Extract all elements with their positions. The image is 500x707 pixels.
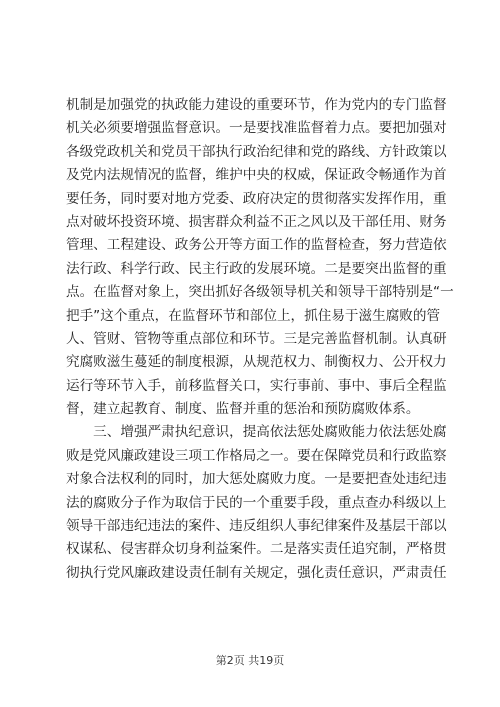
page-number-footer: 第2页 共19页 [215, 654, 285, 667]
text-line: 点对破坏投资环境、损害群众利益不正之风以及干部任用、财务 [66, 213, 447, 230]
text-line: 人、管财、管物等重点部位和环节。三是完善监督机制。认真研 [66, 330, 447, 347]
text-line: 机关必须要增强监督意识。一是要找准监督着力点。要把加强对 [66, 120, 447, 137]
text-line: 各级党政机关和党员干部执行政治纪律和党的路线、方针政策以 [66, 143, 447, 160]
text-line: 权谋私、侵害群众切身利益案件。二是落实责任追究制，严格贯 [66, 541, 447, 558]
text-line: 把手”这个重点，在监督环节和部位上，抓住易于滋生腐败的管 [66, 307, 441, 324]
body-text [66, 94, 454, 585]
text-line: 败是党风廉政建设三项工作格局之一。要在保障党员和行政监察 [66, 447, 447, 464]
text-line: 法的腐败分子作为取信于民的一个重要手段，重点查办科级以上 [66, 494, 447, 511]
text-line: 三、增强严肃执纪意识，提高依法惩处腐败能力依法惩处腐 [66, 424, 447, 441]
text-line: 点。在监督对象上，突出抓好各级领导机关和领导干部特别是“一 [66, 284, 454, 301]
text-line: 管理、工程建设、政务公开等方面工作的监督检查，努力营造依 [66, 237, 447, 254]
text-line: 运行等环节入手，前移监督关口，实行事前、事中、事后全程监 [66, 377, 447, 394]
text-line: 机制是加强党的执政能力建设的重要环节，作为党内的专门监督 [66, 97, 447, 113]
text-line: 法行政、科学行政、民主行政的发展环境。二是要突出监督的重 [66, 260, 447, 277]
text-line: 要任务，同时要对地方党委、政府决定的贯彻落实发挥作用，重 [66, 190, 447, 207]
text-line: 对象合法权利的同时，加大惩处腐败力度。一是要把查处违纪违 [66, 471, 447, 488]
text-line: 彻执行党风廉政建设责任制有关规定，强化责任意识，严肃责任 [66, 564, 447, 581]
text-line: 督，建立起教育、制度、监督并重的惩治和预防腐败体系。 [66, 401, 420, 418]
text-line: 究腐败滋生蔓延的制度根源，从规范权力、制衡权力、公开权力 [66, 354, 447, 371]
text-line: 领导干部违纪违法的案件、违反组织人事纪律案件及基层干部以 [66, 518, 447, 535]
text-line: 及党内法规情况的监督，维护中央的权威，保证政令畅通作为首 [66, 167, 447, 184]
